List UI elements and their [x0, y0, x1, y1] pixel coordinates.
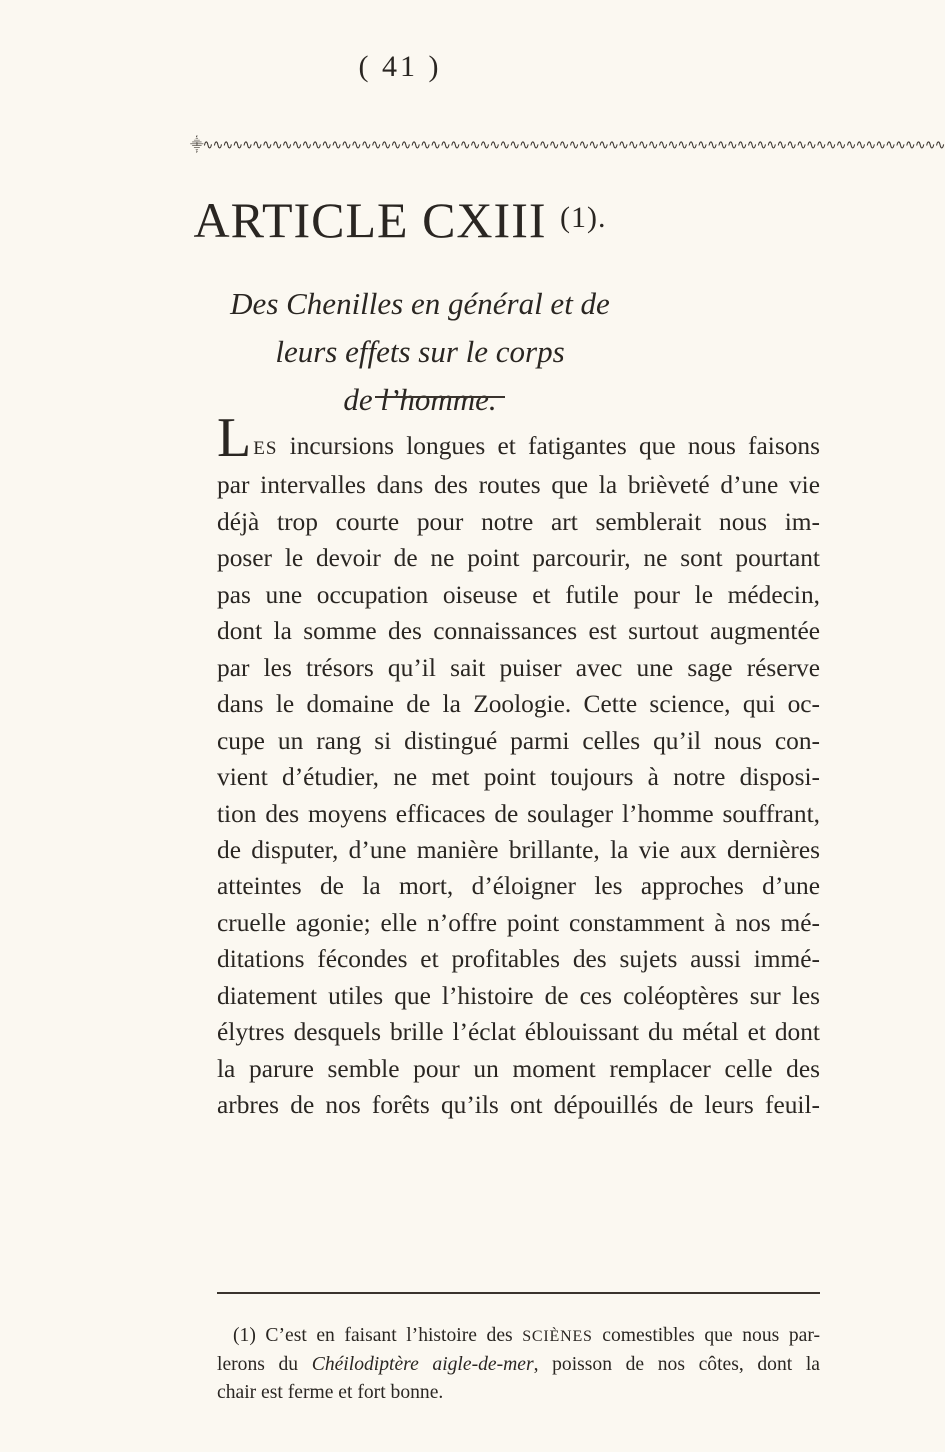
- article-heading: [0, 188, 800, 250]
- footnote-line: lerons du Chéilodiptère aigle-de-mer, poisson de nos côtes, dont la: [217, 1354, 820, 1375]
- body-line: diatement utiles que l’histoire de ces coléoptères sur les: [217, 981, 820, 1010]
- footnote-line: chair est ferme et fort bonne.: [217, 1382, 444, 1403]
- body-line: dont la somme des connaissances est surtout augmentée: [217, 617, 820, 646]
- footnote-line: (1) C’est en faisant l’histoire des SCIÈNES comestibles que nous par-: [233, 1325, 820, 1346]
- first-word-rest: ES: [253, 438, 278, 459]
- drop-cap: L: [217, 407, 252, 469]
- body-line: vient d’étudier, ne met point toujours à notre disposi-: [217, 763, 820, 792]
- footnote-reference: (1).: [560, 201, 607, 234]
- body-line: atteintes de la mort, d’éloigner les approches d’une: [217, 872, 820, 901]
- ornamental-divider: ⸎∿∿∿∿∿∿∿∿∿∿∿∿∿∿∿∿∿∿∿∿∿∿∿∿∿∿∿∿∿∿∿∿∿∿∿∿∿∿∿∿∿∿∿∿∿∿∿∿∿∿∿∿∿∿∿∿∿∿∿∿∿∿∿∿∿∿∿∿∿∿∿∿∿∿∿: [190, 138, 945, 153]
- article-title: ARTICLE CXIII: [193, 192, 560, 248]
- footnote: [217, 1322, 820, 1407]
- article-subtitle: [205, 280, 635, 424]
- body-line: dans le domaine de la Zoologie. Cette science, qui oc-: [217, 690, 820, 719]
- body-line: déjà trop courte pour notre art semblerait nous im-: [217, 507, 820, 536]
- page-number: ( 41 ): [358, 50, 442, 83]
- subtitle-line-1: Des Chenilles en général et de leurs effets sur le corps: [230, 286, 610, 369]
- body-line: par les trésors qu’il sait puiser avec une sage réserve: [217, 653, 820, 682]
- body-line: élytres desquels brille l’éclat éblouissant du métal et dont: [217, 1018, 820, 1047]
- body-line: la parure semble pour un moment remplacer celle des: [217, 1054, 820, 1083]
- body-line: pas une occupation oiseuse et futile pour le médecin,: [217, 580, 820, 609]
- body-line: cruelle agonie; elle n’offre point constamment à nos mé-: [217, 908, 820, 937]
- body-line: de disputer, d’une manière brillante, la vie aux dernières: [217, 835, 820, 864]
- body-line: poser le devoir de ne point parcourir, ne sont pourtant: [217, 544, 820, 573]
- body-line: ditations fécondes et profitables des sujets aussi immé-: [217, 945, 820, 974]
- footnote-divider: [217, 1292, 820, 1294]
- body-line: arbres de nos forêts qu’ils ont dépouillés de leurs feuil-: [217, 1091, 820, 1120]
- body-line: par intervalles dans des routes que la brièveté d’une vie: [217, 471, 820, 500]
- body-paragraph: [217, 407, 820, 1124]
- body-line: LES incursions longues et fatigantes que nous faisons: [217, 407, 820, 469]
- body-line: cupe un rang si distingué parmi celles qu’il nous con-: [217, 726, 820, 755]
- footnote-marker: (1): [233, 1325, 256, 1346]
- body-line: tion des moyens efficaces de soulager l’homme souffrant,: [217, 799, 820, 828]
- subtitle-line-2: de l’homme.: [343, 382, 497, 417]
- section-divider: [375, 396, 505, 398]
